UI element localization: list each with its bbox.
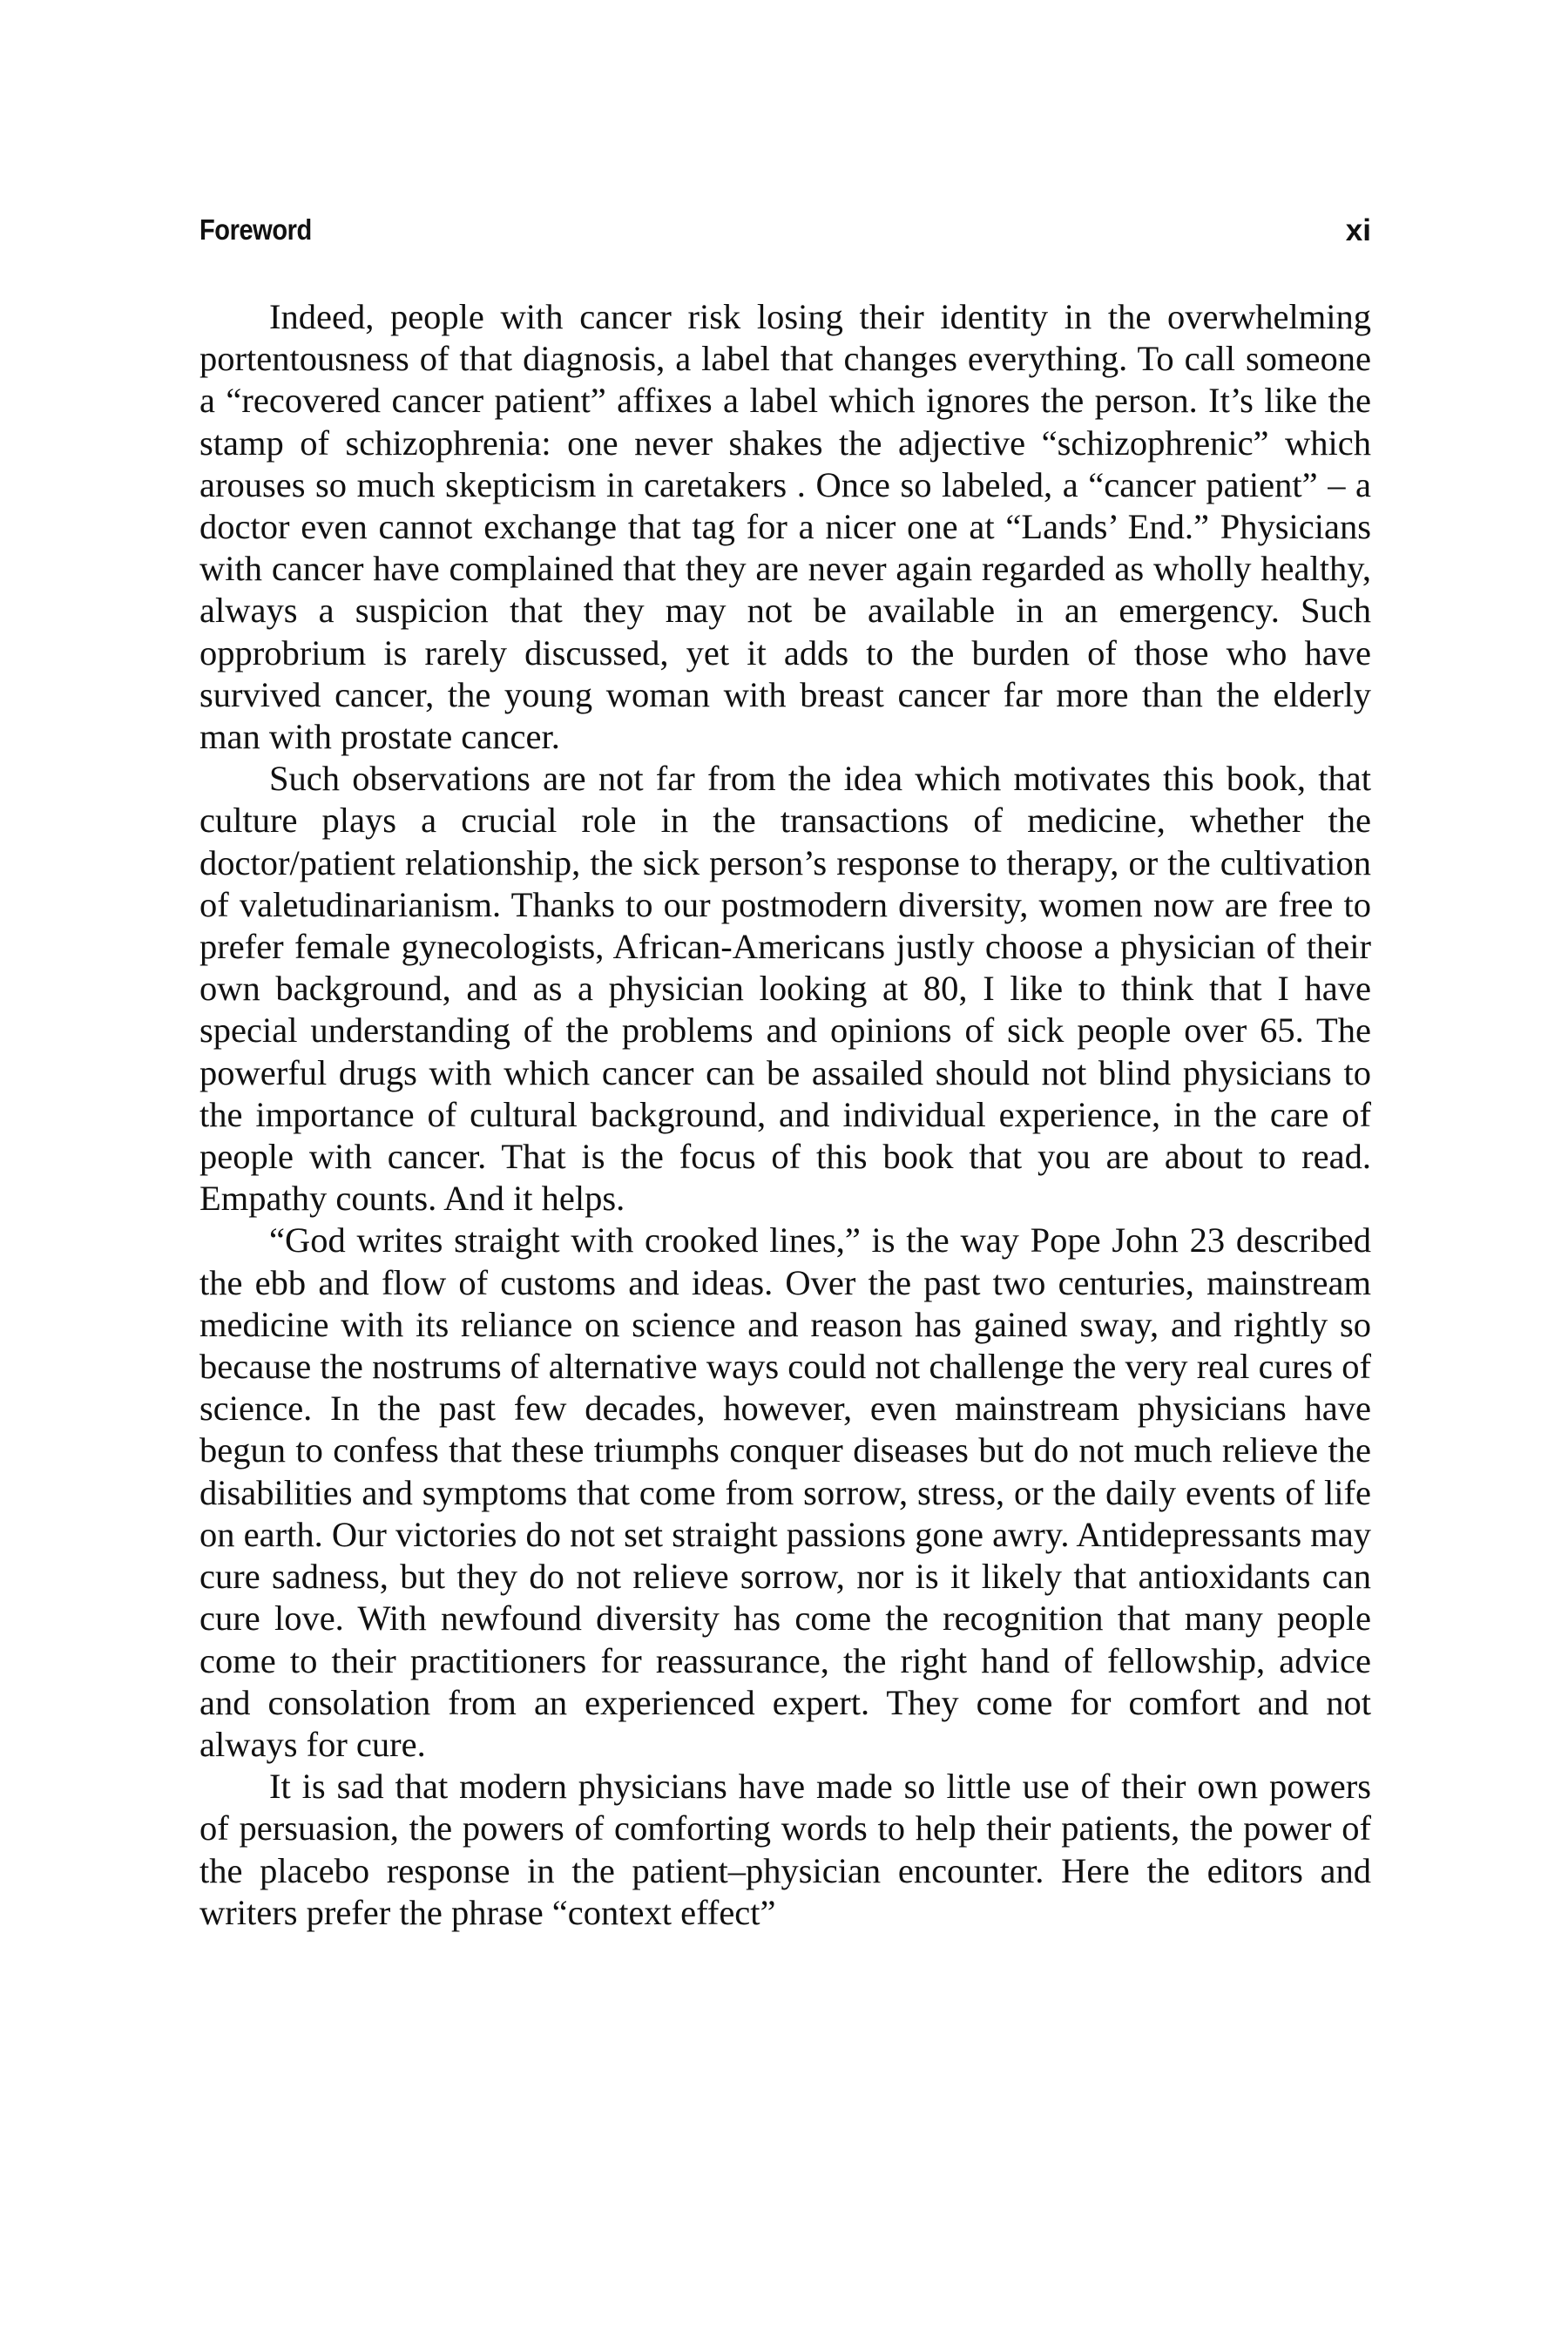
section-title: Foreword	[199, 213, 312, 246]
running-head	[199, 213, 1371, 257]
paragraph-culture: Such observations are not far from the idea which motivates this book, that culture plays a crucial role in the transactions of medicine, whether the doctor/patient relationship, the sick person’s response to therapy, or the cultivation of valetudinarianism. Thanks to our postmodern diversity, women now are free to prefer female gynecologists, African-Americans justly choose a physician of their own background, and as a physician looking at 80, I like to think that I have special understanding of the problems and opinions of sick people over 65. The powerful drugs with which cancer can be assailed should not blind physicians to the importance of cultural background, and individual experience, in the care of people with cancer. That is the focus of this book that you are about to read. Empathy counts. And it helps.	[199, 759, 1371, 1219]
paragraph-identity: Indeed, people with cancer risk losing their identity in the overwhelming portentousness of that diagnosis, a label that changes everything. To call someone a “recovered cancer patient” affixes a label which ignores the person. It’s like the stamp of schizophrenia: one never shakes the adjective “schizophrenic” which arouses so much skepticism in caretakers . Once so labeled, a “cancer patient” – a doctor even cannot exchange that tag for a nicer one at “Lands’ End.” Physicians with cancer have complained that they are never again regarded as wholly healthy, always a suspicion that they may not be available in an emergency. Such opprobrium is rarely discussed, yet it adds to the burden of those who have survived cancer, the young woman with breast cancer far more than the elderly man with prostate cancer.	[199, 297, 1371, 757]
paragraph-persuasion: It is sad that modern physicians have made so little use of their own powers of persuasion, the powers of comforting words to help their patients, the power of the placebo response in the patient–physician encounter. Here the editors and writers prefer the phrase “context effect”	[199, 1767, 1371, 1932]
body-text	[199, 296, 1371, 1934]
paragraph-crooked-lines: “God writes straight with crooked lines,” is the way Pope John 23 described the ebb and flow of customs and ideas. Over the past two centuries, mainstream medicine with its reliance on science and reason has gained sway, and rightly so because the nostrums of alternative ways could not challenge the very real cures of science. In the past few decades, however, even mainstream physicians have begun to confess that these triumphs conquer diseases but do not much relieve the disabilities and symptoms that come from sorrow, stress, or the daily events of life on earth. Our victories do not set straight passions gone awry. Antidepressants may cure sadness, but they do not relieve sorrow, nor is it likely that antioxidants can cure love. With newfound diversity has come the recognition that many people come to their practitioners for reassurance, the right hand of fellowship, advice and consolation from an experienced expert. They come for comfort and not always for cure.	[199, 1220, 1371, 1764]
page-number: xi	[1345, 213, 1371, 247]
